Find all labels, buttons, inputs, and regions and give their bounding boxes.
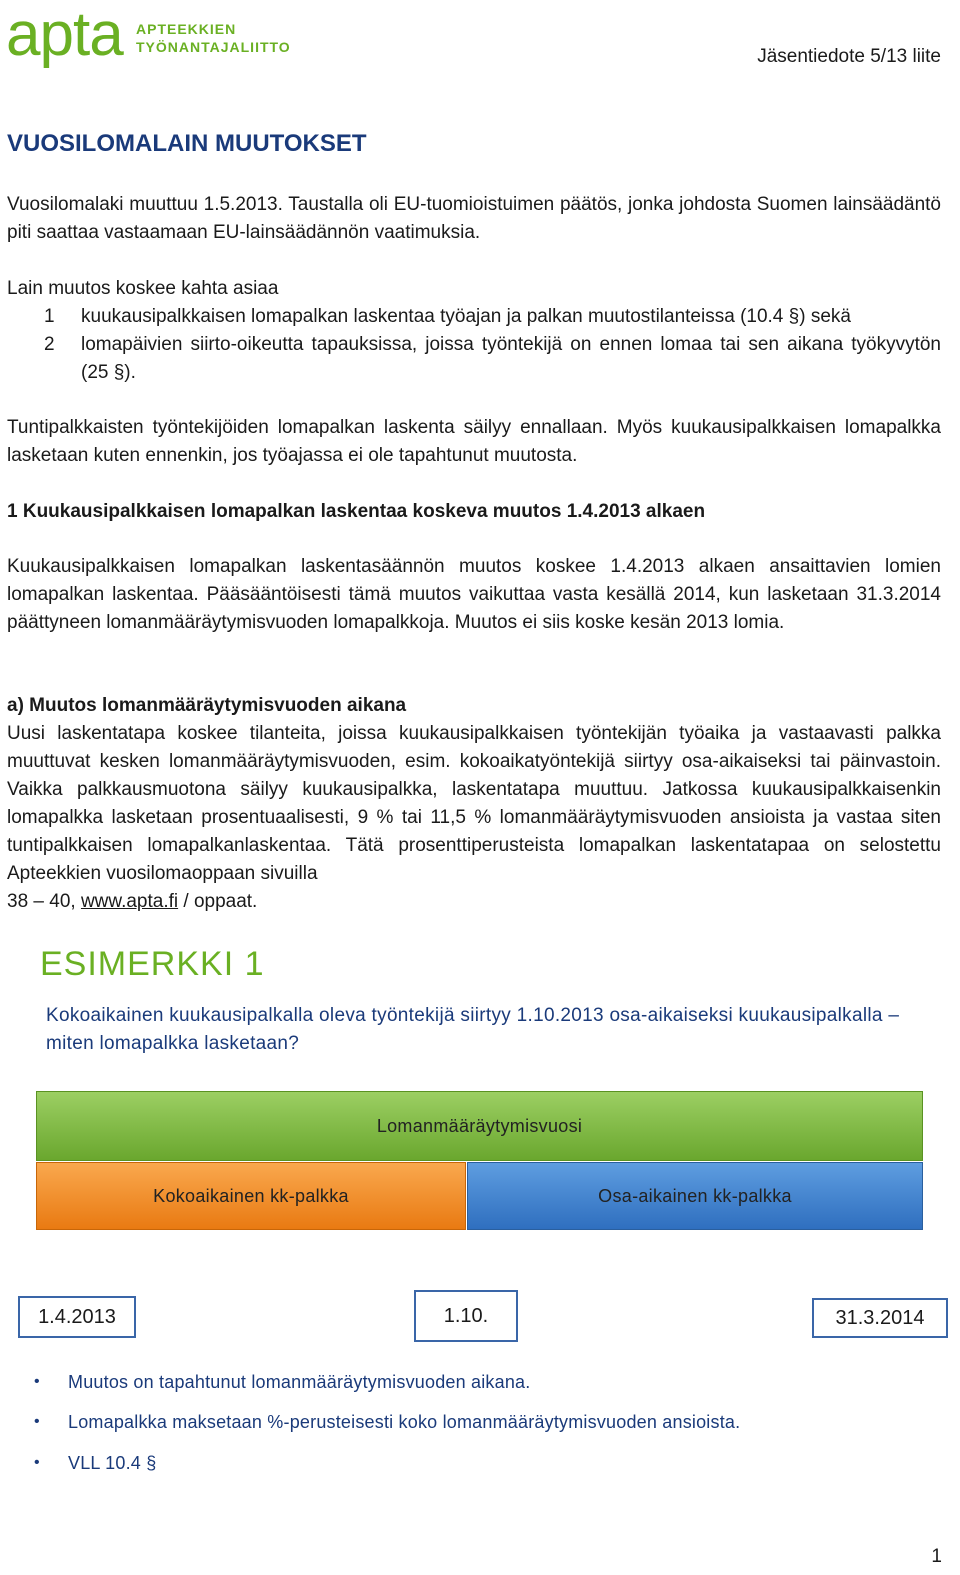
bullet-text: Lomapalkka maksetaan %-perusteisesti koko lomanmääräytymisvuoden ansioista.: [68, 1412, 741, 1432]
full-time-bar: Kokoaikainen kk-palkka: [36, 1162, 466, 1230]
date-change-box: 1.10.: [414, 1290, 518, 1342]
list-number: 2: [44, 334, 55, 355]
intro-paragraph: Vuosilomalaki muuttuu 1.5.2013. Taustalla oli EU-tuomioistuimen päätös, jonka johdosta Suomen lainsäädäntö piti saattaa vastaamaan EU-lainsäädännön vaatimuksia.: [7, 194, 941, 243]
bullet-icon: •: [34, 1454, 40, 1471]
bullet-icon: •: [34, 1373, 40, 1390]
guides-path: / oppaat.: [183, 891, 258, 912]
section-paragraph: Kuukausipalkkaisen lomapalkan laskentasäännön muutos koskee 1.4.2013 alkaen ansaittavien lomien lomapalkan laskentaa. Pääsääntöisesti tämä muutos vaikuttaa vasta kesällä 2014, kun lasketaan 31.3.2014 päättyneen lomanmääräytymisvuoden lomapalkkoja. Muutos ei siis koske kesän 2013 lomia.: [7, 556, 941, 633]
part-time-bar: Osa-aikainen kk-palkka: [467, 1162, 923, 1230]
logo-sub-line1: APTEEKKIEN: [136, 21, 237, 37]
subsection-paragraph: Uusi laskentatapa koskee tilanteita, joissa kuukausipalkkaisen työntekijän työaika ja vastaavasti palkka muuttuvat kesken lomanmääräytymisvuoden, esim. kokoaikatyöntekijä siirtyy osa-aikaiseksi tai päinvastoin. Vaikka palkkausmuotona säilyy kuukausipalkka, laskentatapa muuttuu. Jatkossa kuukausipalkkaisenkin lomapalkka lasketaan prosentuaalisesti, 9 % tai 11,5 % lomanmääräytymisvuoden ansioista ja vastaa siten tuntipalkkaisen lomapalkanlaskentaa. Tätä prosenttiperusteista lomapalkan laskentatapaa on selostettu Apteekkien vuosilomaoppaan sivuilla: [7, 723, 941, 884]
paragraph-hourly: Tuntipalkkaisten työntekijöiden lomapalkan laskenta säilyy ennallaan. Myös kuukausipalkkaisen lomapalkka lasketaan kuten ennenkin, jos työajassa ei ole tapahtunut muutosta.: [7, 417, 941, 466]
page-title: VUOSILOMALAIN MUUTOKSET: [7, 130, 367, 157]
subsection-heading: a) Muutos lomanmääräytymisvuoden aikana: [7, 695, 407, 716]
date-start-box: 1.4.2013: [18, 1296, 136, 1338]
example-subtitle: Kokoaikainen kuukausipalkalla oleva työntekijä siirtyy 1.10.2013 osa-aikaiseksi kuukausipalkalla – miten lomapalkka lasketaan?: [46, 1005, 900, 1054]
bullet-icon: •: [34, 1413, 40, 1430]
list-intro: Lain muutos koskee kahta asiaa: [7, 278, 279, 299]
bullet-text: VLL 10.4 §: [68, 1453, 157, 1473]
subsection-paragraph-tail: [7, 888, 941, 916]
page-range: 38 – 40,: [7, 891, 76, 912]
apta-logo: apta: [6, 0, 123, 69]
page-number: 1: [931, 1546, 942, 1567]
example-title: ESIMERKKI 1: [40, 945, 265, 983]
list-number: 1: [44, 306, 55, 327]
section-heading: 1 Kuukausipalkkaisen lomapalkan laskentaa koskeva muutos 1.4.2013 alkaen: [7, 501, 706, 522]
bulletin-reference: Jäsentiedote 5/13 liite: [757, 46, 941, 67]
list-item-text: kuukausipalkkaisen lomapalkan laskentaa työajan ja palkan muutostilanteissa (10.4 §) sekä: [81, 306, 851, 327]
apta-link[interactable]: www.apta.fi: [80, 891, 179, 912]
bullet-text: Muutos on tapahtunut lomanmääräytymisvuoden aikana.: [68, 1372, 531, 1392]
date-end-box: 31.3.2014: [812, 1298, 948, 1338]
list-item-text: lomapäivien siirto-oikeutta tapauksissa, joissa työntekijä on ennen lomaa tai sen aikana työkyvytön (25 §).: [81, 334, 941, 383]
logo-sub-line2: TYÖNANTAJALIITTO: [136, 39, 291, 55]
logo-subtitle: [136, 20, 291, 56]
holiday-year-bar: Lomanmääräytymisvuosi: [36, 1091, 923, 1161]
